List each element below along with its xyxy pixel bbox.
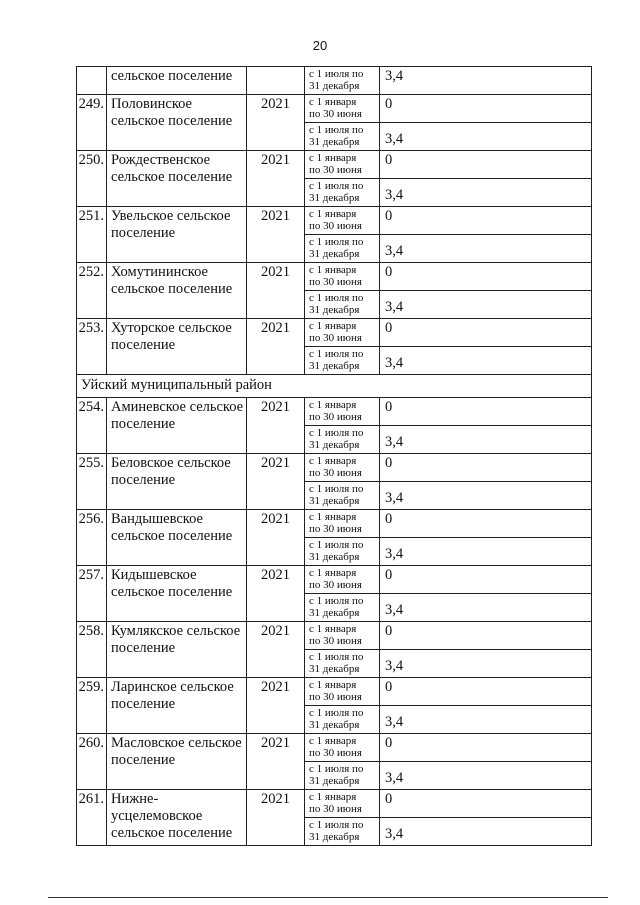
row-number-cell: 250. [77,151,107,207]
period-cell [305,179,380,207]
year-cell: 2021 [247,319,305,375]
period-line: по 30 июня [309,276,362,288]
rate-cell: 0 [380,398,592,426]
period-line: 31 декабря [309,360,360,372]
row-number-cell: 249. [77,95,107,151]
period-line: 31 декабря [309,663,360,675]
period-cell [305,678,380,706]
period-line: по 30 июня [309,523,362,535]
year-cell: 2021 [247,398,305,454]
period-cell [305,734,380,762]
year-cell: 2021 [247,510,305,566]
period-cell [305,398,380,426]
rate-cell: 3,4 [380,347,592,375]
period-cell [305,319,380,347]
rate-cell: 0 [380,263,592,291]
rate-cell: 3,4 [380,762,592,790]
settlement-name-cell: Ларинское сельское поселение [107,678,247,734]
period-line: с 1 января [309,791,357,803]
period-line: с 1 января [309,96,357,108]
period-cell [305,510,380,538]
row-number-cell: 254. [77,398,107,454]
period-line: 31 декабря [309,831,360,843]
period-line: 31 декабря [309,304,360,316]
table-row [77,319,592,347]
settlement-name-cell: сельское поселение [107,67,247,95]
district-row [77,375,592,398]
rate-cell: 3,4 [380,818,592,846]
year-cell: 2021 [247,734,305,790]
settlement-name-cell: Нижне-усцелемовское сельское поселение [107,790,247,846]
period-cell [305,235,380,263]
period-line: 31 декабря [309,607,360,619]
table-row [77,398,592,426]
row-number-cell: 261. [77,790,107,846]
row-number-cell: 255. [77,454,107,510]
period-line: с 1 января [309,208,357,220]
period-line: с 1 июля по [309,236,364,248]
rate-cell: 3,4 [380,650,592,678]
period-line: с 1 января [309,152,357,164]
row-number-cell: 258. [77,622,107,678]
period-line: 31 декабря [309,192,360,204]
year-cell [247,67,305,95]
rate-cell: 3,4 [380,538,592,566]
period-line: по 30 июня [309,220,362,232]
settlement-name-cell: Масловское сельское поселение [107,734,247,790]
rate-cell: 0 [380,151,592,179]
period-cell [305,482,380,510]
rate-cell: 3,4 [380,594,592,622]
period-line: с 1 января [309,511,357,523]
period-cell [305,347,380,375]
rate-cell: 0 [380,207,592,235]
period-line: 31 декабря [309,495,360,507]
period-line: 31 декабря [309,775,360,787]
period-line: с 1 января [309,679,357,691]
settlement-name-cell: Рождественское сельское поселение [107,151,247,207]
settlement-name-cell: Кумлякское сельское поселение [107,622,247,678]
period-line: с 1 июля по [309,651,364,663]
period-cell [305,207,380,235]
rate-cell: 0 [380,678,592,706]
page-bottom-rule [48,897,608,898]
table-row [77,151,592,179]
period-cell [305,594,380,622]
period-cell [305,790,380,818]
period-line: с 1 июля по [309,595,364,607]
period-line: по 30 июня [309,108,362,120]
district-heading: Уйский муниципальный район [77,375,592,398]
period-cell [305,706,380,734]
period-line: по 30 июня [309,635,362,647]
period-cell [305,123,380,151]
table-row [77,790,592,818]
period-cell [305,95,380,123]
year-cell: 2021 [247,790,305,846]
period-line: с 1 июля по [309,763,364,775]
period-cell [305,454,380,482]
rate-cell: 0 [380,510,592,538]
table-row [77,678,592,706]
rate-cell: 3,4 [380,179,592,207]
table-row [77,510,592,538]
period-cell [305,538,380,566]
year-cell: 2021 [247,151,305,207]
tax-rate-table [76,66,592,846]
table-row [77,67,592,95]
period-cell [305,622,380,650]
row-number-cell: 260. [77,734,107,790]
year-cell: 2021 [247,207,305,263]
period-cell [305,67,380,95]
period-cell [305,151,380,179]
row-number-cell: 256. [77,510,107,566]
period-line: с 1 июля по [309,483,364,495]
period-line: с 1 июля по [309,539,364,551]
period-line: с 1 января [309,320,357,332]
table-row [77,263,592,291]
table-row [77,734,592,762]
period-cell [305,762,380,790]
period-line: по 30 июня [309,332,362,344]
rate-cell: 3,4 [380,123,592,151]
row-number-cell: 252. [77,263,107,319]
period-line: с 1 января [309,455,357,467]
period-line: с 1 июля по [309,707,364,719]
period-line: с 1 января [309,567,357,579]
rate-cell: 3,4 [380,291,592,319]
row-number-cell: 259. [77,678,107,734]
table-row [77,207,592,235]
rate-cell: 0 [380,566,592,594]
period-line: 31 декабря [309,439,360,451]
rate-cell: 3,4 [380,706,592,734]
rate-cell: 3,4 [380,482,592,510]
year-cell: 2021 [247,454,305,510]
year-cell: 2021 [247,678,305,734]
period-line: с 1 июля по [309,124,364,136]
rate-cell: 3,4 [380,235,592,263]
period-cell [305,263,380,291]
period-line: 31 декабря [309,80,360,92]
rate-cell: 3,4 [380,67,592,95]
period-cell [305,566,380,594]
table-row [77,95,592,123]
period-line: с 1 января [309,399,357,411]
period-line: 31 декабря [309,719,360,731]
year-cell: 2021 [247,566,305,622]
settlement-name-cell: Хуторское сельское поселение [107,319,247,375]
period-cell [305,426,380,454]
period-line: по 30 июня [309,579,362,591]
rate-cell: 0 [380,319,592,347]
rate-cell: 0 [380,622,592,650]
period-line: по 30 июня [309,164,362,176]
row-number-cell: 251. [77,207,107,263]
rate-cell: 3,4 [380,426,592,454]
period-line: с 1 января [309,735,357,747]
period-line: по 30 июня [309,467,362,479]
period-line: с 1 июля по [309,427,364,439]
settlement-name-cell: Беловское сельское поселение [107,454,247,510]
settlement-name-cell: Увельское сельское поселение [107,207,247,263]
period-line: с 1 июля по [309,348,364,360]
period-line: по 30 июня [309,803,362,815]
year-cell: 2021 [247,622,305,678]
period-line: по 30 июня [309,747,362,759]
row-number-cell: 253. [77,319,107,375]
period-line: с 1 января [309,264,357,276]
period-line: с 1 июля по [309,819,364,831]
period-cell [305,291,380,319]
table-row [77,566,592,594]
period-cell [305,818,380,846]
year-cell: 2021 [247,95,305,151]
period-line: по 30 июня [309,691,362,703]
settlement-name-cell: Половинское сельское поселение [107,95,247,151]
period-line: с 1 июля по [309,292,364,304]
rate-cell: 0 [380,734,592,762]
rate-cell: 0 [380,454,592,482]
period-line: с 1 июля по [309,68,364,80]
row-number-cell: 257. [77,566,107,622]
rate-cell: 0 [380,95,592,123]
settlement-name-cell: Аминевское сельское поселение [107,398,247,454]
period-cell [305,650,380,678]
table-row [77,454,592,482]
period-line: 31 декабря [309,136,360,148]
period-line: 31 декабря [309,551,360,563]
settlement-name-cell: Вандышевское сельское поселение [107,510,247,566]
table-row [77,622,592,650]
period-line: по 30 июня [309,411,362,423]
period-line: с 1 июля по [309,180,364,192]
period-line: 31 декабря [309,248,360,260]
year-cell: 2021 [247,263,305,319]
row-number-cell [77,67,107,95]
period-line: с 1 января [309,623,357,635]
settlement-name-cell: Хомутининское сельское поселение [107,263,247,319]
rate-cell: 0 [380,790,592,818]
page-number: 20 [312,38,328,53]
settlement-name-cell: Кидышевское сельское поселение [107,566,247,622]
